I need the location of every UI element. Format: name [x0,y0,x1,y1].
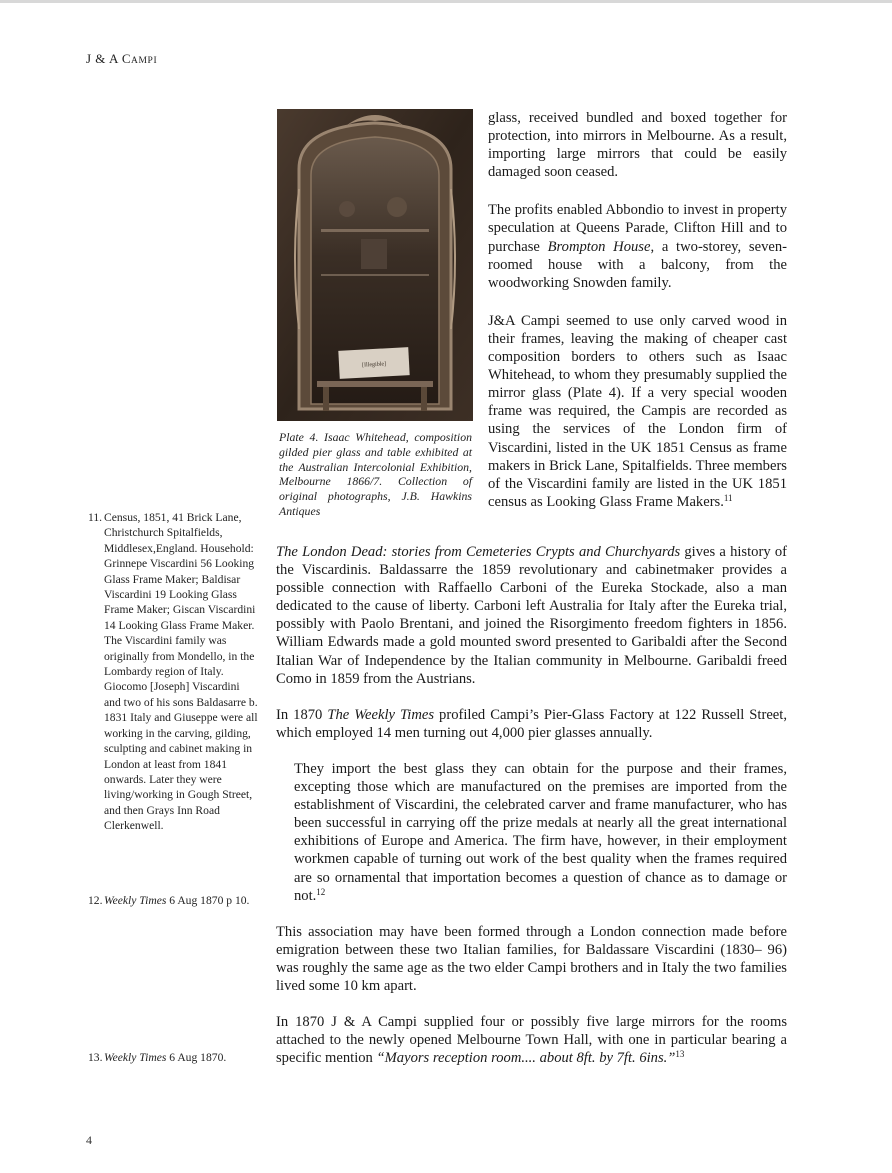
footnote-12 [88,893,258,908]
right-column [488,109,787,531]
running-head-smallcaps: AMPI [131,56,158,66]
footnote-text [104,893,258,908]
quote-text: They import the best glass they can obtain for the purpose and their frames, excepting those which are manufactured on the premises are imported from the establishment of Viscardini, the celebrated carver and frame manufacturer, who has been successful in carrying off the prize medals at nearly all the great international exhibitions of Europe and America. The firm have, however, in their employment workmen capable of turning out work of the best quality when the frames required are so ornamental that importation becomes a question of chance as to damage or not. [294,760,787,904]
paragraph: glass, received bundled and boxed together for protection, into mirrors in Melbourne. As a result, importing large mirrors that could be easily damaged soon ceased. [488,110,787,181]
text-run: The profits enabled Abbondio to invest in property speculation at Queens Parade, Clifton Hill and to purchase [488,202,787,255]
italic-title: Weekly Times [104,1051,167,1064]
block-quote [294,760,787,905]
paragraph: This association may have been formed through a London connection made before emigration between these two Italian families, for Baldassare Viscardini (1830– 96) was roughly the same age as the two elder Campi brothers and in Italy the two families lived some 10 km apart. [276,923,787,994]
top-border [0,0,892,3]
footnote-text: Census, 1851, 41 Brick Lane, Christchurch Spitalfields, Middlesex,England. Household: Grinnepe Viscardini 56 Looking Glass Frame Maker; Baldisar Viscardini 19 Looking Glass Frame Maker; Giscan Viscardini 14 Looking Glass Frame Maker. The Viscardini family was originally from Mondello, in the Lombardy region of Italy. Giocomo [Joseph] Viscardini and two of his sons Baldasarre b. 1831 Italy and Giuseppe were all working in the carving, gilding, sculpting and cabinet making in London at least from 1841 onwards. Later they were living/working in Gough Street, and then Grays Inn Road Clerkenwell. [104,511,258,833]
text-run: In 1870 [276,706,328,723]
footnote-number: 12. [88,894,103,907]
italic-title: The London Dead: stories from Cemeteries Crypts and Churchyards [276,544,681,560]
running-head [86,51,157,67]
text-run: 6 Aug 1870 p 10. [166,894,250,907]
text-run: 6 Aug 1870. [166,1051,227,1064]
footnote-ref-13[interactable]: 13 [675,1049,685,1060]
footnote-13 [88,1050,258,1065]
exhibit-label-text: [Illegible] [361,361,387,369]
text-run: , a two-storey, seven-roomed house with a balcony, from the woodworking Snowden family. [488,238,787,291]
pier-glass-illustration [277,109,473,421]
paragraph [488,312,787,511]
text-run: In 1870 J & A Campi supplied four or possibly five large mirrors for the rooms attached to the newly opened Melbourne Town Hall, with one in particular bearing a specific mention [276,1014,787,1067]
footnote-11 [88,510,258,834]
text-run: profiled Campi’s Pier-Glass Factory at 122 Russell Street, which employed 14 men turning out 4,000 pier glasses annually. [276,706,787,741]
italic-title: Weekly Times [104,894,167,907]
italic-quote: “Mayors reception room.... about 8ft. by 7ft. 6ins.” [376,1050,676,1067]
text-run: gives a history of the Viscardinis. Baldassarre the 1859 revolutionary and cabinetmaker provides a possible connection with Raffaello Carboni of the Eureka Stockade, also a man dedicated to the cause of liberty. Carboni left Australia for Italy after the Eureka trial, possibly with Paolo Brentani, and joined the Risorgimento freedom fighters in 1856. William Edwards made a gold mounted sword presented to Garibaldi after the Second Italian War of Independence by the Italian community in Melbourne. Garibaldi freed Como in 1859 from the Austrians. [276,544,787,687]
footnote-ref-12[interactable]: 12 [316,886,326,897]
italic-title: The Weekly Times [327,706,435,723]
paragraph [276,543,787,688]
main-text [276,543,787,1085]
plate-4-caption: Plate 4. Isaac Whitehead, composition gilded pier glass and table exhibited at the Australian Intercolonial Exhibition, Melbourne 1866/7. Collection of original photographs, J.B. Hawkins Antiques [279,430,472,518]
footnote-text [104,1050,258,1065]
running-head-prefix: J & A C [86,51,132,66]
text-run: J&A Campi seemed to use only carved wood in their frames, leaving the making of cheaper cast composition borders to others such as Isaac Whitehead, to whom they presumably supplied the mirror glass (Plate 4). If a very special wooden frame was required, the Campis are recorded as using the services of the London firm of Viscardini, listed in the UK 1851 Census as frame makers in Brick Lane, Spitalfields. Three members of the Viscardini family are listed in the UK 1851 census as Looking Glass Frame Makers. [488,312,787,510]
footnote-number: 13. [88,1051,103,1064]
footnote-number: 11. [88,511,103,524]
paragraph [488,201,787,291]
italic-title: Brompton House [547,238,651,255]
footnote-ref-11[interactable]: 11 [723,492,733,503]
page-number: 4 [86,1133,92,1147]
paragraph [276,706,787,742]
plate-4-photo [277,109,473,421]
paragraph [276,1013,787,1067]
